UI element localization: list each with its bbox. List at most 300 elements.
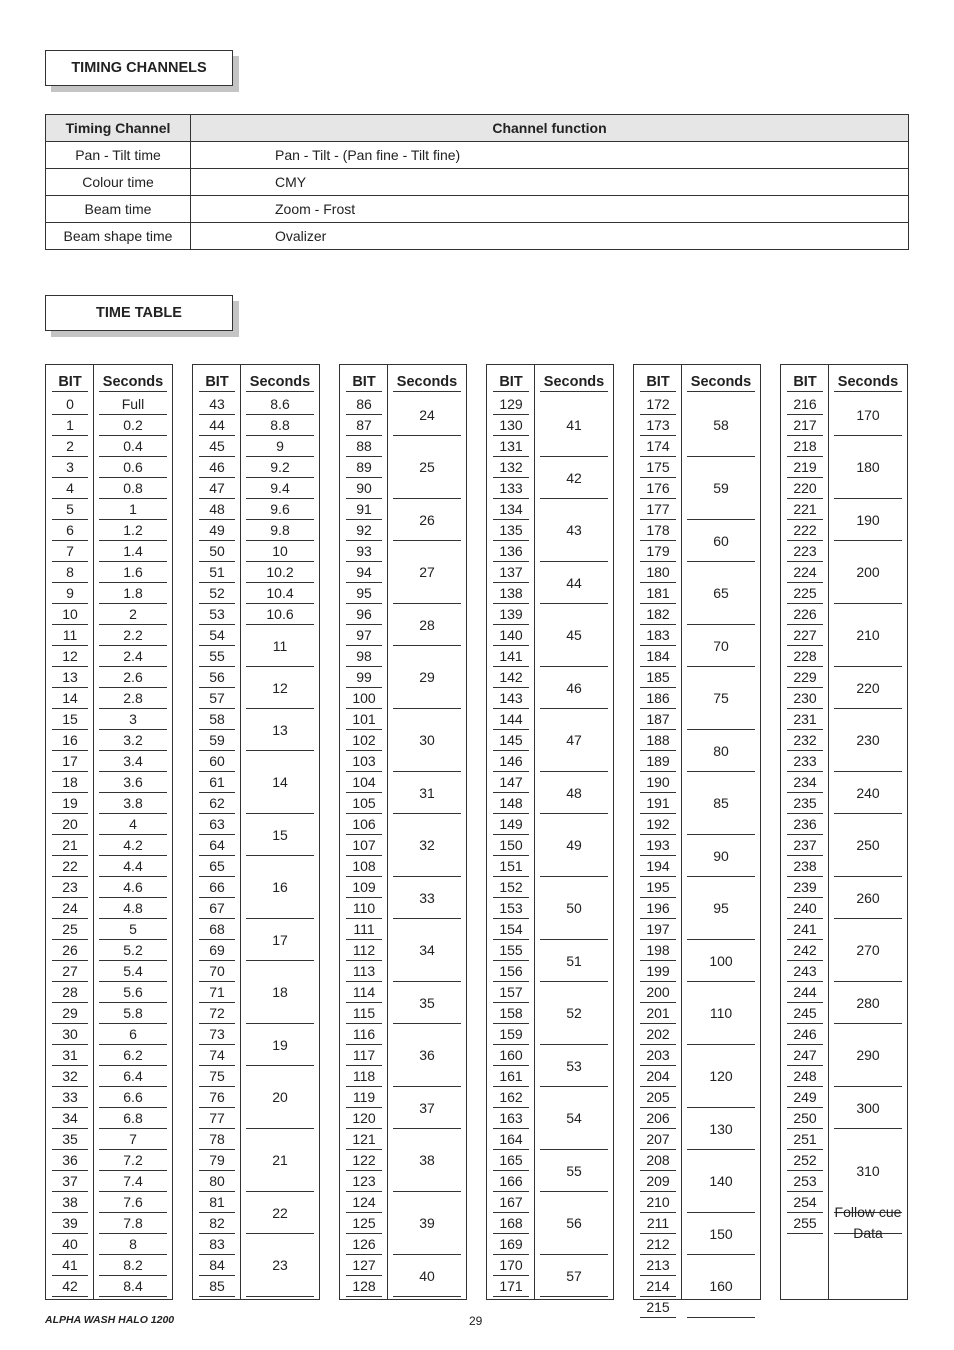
bit-cell: 190 xyxy=(640,772,676,793)
bit-cell: 189 xyxy=(640,751,676,772)
bit-cell: 41 xyxy=(52,1255,88,1276)
seconds-cell: 22 xyxy=(246,1192,314,1234)
bit-cell: 194 xyxy=(640,856,676,877)
seconds-cell: 16 xyxy=(246,856,314,919)
bit-cell: 90 xyxy=(346,478,382,499)
bit-cell: 96 xyxy=(346,604,382,625)
seconds-cell: 5 xyxy=(99,919,167,940)
timing-channels-heading-text: TIMING CHANNELS xyxy=(71,60,207,76)
bit-cell: 105 xyxy=(346,793,382,814)
bit-cell: 215 xyxy=(640,1297,676,1318)
bit-cell: 253 xyxy=(787,1171,823,1192)
table-row xyxy=(46,196,909,223)
bit-cell: 44 xyxy=(199,415,235,436)
bit-cell: 223 xyxy=(787,541,823,562)
bit-cell: 219 xyxy=(787,457,823,478)
seconds-cell: 240 xyxy=(834,772,902,814)
seconds-cell: 250 xyxy=(834,814,902,877)
seconds-cell: 23 xyxy=(246,1234,314,1297)
bit-cell: 216 xyxy=(787,394,823,415)
bit-cell: 12 xyxy=(52,646,88,667)
seconds-cell: 29 xyxy=(393,646,461,709)
bit-cell: 109 xyxy=(346,877,382,898)
bit-cell: 209 xyxy=(640,1171,676,1192)
bit-cell: 228 xyxy=(787,646,823,667)
bit-cell: 46 xyxy=(199,457,235,478)
seconds-cell: 2 xyxy=(99,604,167,625)
bit-cell: 238 xyxy=(787,856,823,877)
seconds-cell: 130 xyxy=(687,1108,755,1150)
bit-cell: 193 xyxy=(640,835,676,856)
bit-cell: 170 xyxy=(493,1255,529,1276)
bit-cell: 248 xyxy=(787,1066,823,1087)
bit-cell: 74 xyxy=(199,1045,235,1066)
bit-cell: 95 xyxy=(346,583,382,604)
timing-channels-table xyxy=(45,114,909,250)
bit-cell: 22 xyxy=(52,856,88,877)
bit-cell: 159 xyxy=(493,1024,529,1045)
seconds-cell: 24 xyxy=(393,394,461,436)
seconds-cell: 75 xyxy=(687,667,755,730)
bit-cell: 123 xyxy=(346,1171,382,1192)
bit-cell: 205 xyxy=(640,1087,676,1108)
bit-cell: 3 xyxy=(52,457,88,478)
bit-cell: 172 xyxy=(640,394,676,415)
bit-cell: 217 xyxy=(787,415,823,436)
bit-header: BIT xyxy=(787,373,823,392)
seconds-cell: 270 xyxy=(834,919,902,982)
bit-cell: 157 xyxy=(493,982,529,1003)
bit-cell: 34 xyxy=(52,1108,88,1129)
bit-header: BIT xyxy=(640,373,676,392)
bit-cell: 79 xyxy=(199,1150,235,1171)
bit-cell: 72 xyxy=(199,1003,235,1024)
bit-cell: 235 xyxy=(787,793,823,814)
seconds-cell: 53 xyxy=(540,1045,608,1087)
seconds-cell: 1.4 xyxy=(99,541,167,562)
bit-cell: 212 xyxy=(640,1234,676,1255)
bit-cell: 6 xyxy=(52,520,88,541)
seconds-cell: 70 xyxy=(687,625,755,667)
bit-cell: 158 xyxy=(493,1003,529,1024)
seconds-cell: Full xyxy=(99,394,167,415)
bit-cell: 89 xyxy=(346,457,382,478)
bit-cell: 18 xyxy=(52,772,88,793)
seconds-cell: 28 xyxy=(393,604,461,646)
bit-cell: 174 xyxy=(640,436,676,457)
bit-cell: 98 xyxy=(346,646,382,667)
bit-cell: 234 xyxy=(787,772,823,793)
seconds-header: Seconds xyxy=(246,373,314,392)
bit-cell: 128 xyxy=(346,1276,382,1297)
seconds-cell: 7.2 xyxy=(99,1150,167,1171)
bit-cell: 182 xyxy=(640,604,676,625)
bit-cell: 251 xyxy=(787,1129,823,1150)
bit-cell: 7 xyxy=(52,541,88,562)
bit-cell: 169 xyxy=(493,1234,529,1255)
bit-cell: 176 xyxy=(640,478,676,499)
seconds-cell: 32 xyxy=(393,814,461,877)
seconds-cell: 38 xyxy=(393,1129,461,1192)
seconds-cell: 9 xyxy=(246,436,314,457)
bit-cell: 208 xyxy=(640,1150,676,1171)
seconds-cell: 1.2 xyxy=(99,520,167,541)
timing-channel-cell: Colour time xyxy=(46,169,191,196)
bit-cell: 27 xyxy=(52,961,88,982)
seconds-cell: 36 xyxy=(393,1024,461,1087)
seconds-cell: 5.4 xyxy=(99,961,167,982)
bit-cell: 201 xyxy=(640,1003,676,1024)
seconds-cell: 26 xyxy=(393,499,461,541)
seconds-cell: 60 xyxy=(687,520,755,562)
seconds-cell: 46 xyxy=(540,667,608,709)
seconds-cell: 49 xyxy=(540,814,608,877)
bit-cell: 133 xyxy=(493,478,529,499)
seconds-cell: 6.6 xyxy=(99,1087,167,1108)
seconds-cell: 25 xyxy=(393,436,461,499)
bit-cell: 127 xyxy=(346,1255,382,1276)
seconds-cell: 8.6 xyxy=(246,394,314,415)
seconds-cell: 170 xyxy=(834,394,902,436)
timing-table-header-row xyxy=(46,115,909,142)
seconds-cell: 7.8 xyxy=(99,1213,167,1234)
seconds-cell: 2.8 xyxy=(99,688,167,709)
bit-cell: 224 xyxy=(787,562,823,583)
seconds-cell: 4 xyxy=(99,814,167,835)
bit-cell: 255 xyxy=(787,1213,823,1234)
bit-cell: 227 xyxy=(787,625,823,646)
bit-cell: 153 xyxy=(493,898,529,919)
seconds-cell: 34 xyxy=(393,919,461,982)
bit-header: BIT xyxy=(52,373,88,392)
bit-cell: 80 xyxy=(199,1171,235,1192)
bit-cell: 132 xyxy=(493,457,529,478)
column-divider xyxy=(240,365,241,1299)
seconds-cell: 80 xyxy=(687,730,755,772)
bit-cell: 54 xyxy=(199,625,235,646)
bit-cell: 101 xyxy=(346,709,382,730)
bit-cell: 134 xyxy=(493,499,529,520)
bit-header: BIT xyxy=(346,373,382,392)
seconds-cell: 85 xyxy=(687,772,755,835)
seconds-header: Seconds xyxy=(540,373,608,392)
bit-cell: 116 xyxy=(346,1024,382,1045)
bit-cell: 121 xyxy=(346,1129,382,1150)
bit-cell: 31 xyxy=(52,1045,88,1066)
bit-cell: 231 xyxy=(787,709,823,730)
bit-cell: 155 xyxy=(493,940,529,961)
bit-cell: 67 xyxy=(199,898,235,919)
bit-cell: 233 xyxy=(787,751,823,772)
seconds-header: Seconds xyxy=(834,373,902,392)
bit-cell: 141 xyxy=(493,646,529,667)
time-table-column xyxy=(45,364,173,1300)
bit-cell: 70 xyxy=(199,961,235,982)
bit-cell: 28 xyxy=(52,982,88,1003)
bit-cell: 145 xyxy=(493,730,529,751)
seconds-cell: 27 xyxy=(393,541,461,604)
seconds-cell: 90 xyxy=(687,835,755,877)
bit-cell: 61 xyxy=(199,772,235,793)
bit-cell: 75 xyxy=(199,1066,235,1087)
seconds-cell: 6 xyxy=(99,1024,167,1045)
bit-cell: 147 xyxy=(493,772,529,793)
seconds-cell: 3.2 xyxy=(99,730,167,751)
bit-cell: 197 xyxy=(640,919,676,940)
seconds-cell: 190 xyxy=(834,499,902,541)
seconds-cell: 230 xyxy=(834,709,902,772)
bit-cell: 19 xyxy=(52,793,88,814)
bit-cell: 45 xyxy=(199,436,235,457)
time-table-column xyxy=(486,364,614,1300)
bit-cell: 241 xyxy=(787,919,823,940)
seconds-cell: 20 xyxy=(246,1066,314,1129)
bit-cell: 162 xyxy=(493,1087,529,1108)
bit-cell: 92 xyxy=(346,520,382,541)
bit-cell: 246 xyxy=(787,1024,823,1045)
seconds-cell: 12 xyxy=(246,667,314,709)
table-row xyxy=(46,142,909,169)
bit-cell: 149 xyxy=(493,814,529,835)
seconds-cell: 19 xyxy=(246,1024,314,1066)
seconds-cell: 210 xyxy=(834,604,902,667)
bit-cell: 5 xyxy=(52,499,88,520)
seconds-cell: 150 xyxy=(687,1213,755,1255)
bit-cell: 211 xyxy=(640,1213,676,1234)
bit-cell: 154 xyxy=(493,919,529,940)
bit-cell: 85 xyxy=(199,1276,235,1297)
bit-cell: 185 xyxy=(640,667,676,688)
bit-cell: 160 xyxy=(493,1045,529,1066)
seconds-cell: 5.6 xyxy=(99,982,167,1003)
bit-cell: 140 xyxy=(493,625,529,646)
bit-cell: 207 xyxy=(640,1129,676,1150)
bit-cell: 32 xyxy=(52,1066,88,1087)
bit-cell: 188 xyxy=(640,730,676,751)
seconds-cell: 37 xyxy=(393,1087,461,1129)
seconds-cell: 7.4 xyxy=(99,1171,167,1192)
seconds-cell: 9.2 xyxy=(246,457,314,478)
bit-cell: 60 xyxy=(199,751,235,772)
bit-cell: 111 xyxy=(346,919,382,940)
bit-cell: 57 xyxy=(199,688,235,709)
bit-cell: 240 xyxy=(787,898,823,919)
seconds-cell: 290 xyxy=(834,1024,902,1087)
bit-cell: 36 xyxy=(52,1150,88,1171)
bit-cell: 62 xyxy=(199,793,235,814)
bit-cell: 129 xyxy=(493,394,529,415)
bit-cell: 180 xyxy=(640,562,676,583)
bit-cell: 83 xyxy=(199,1234,235,1255)
bit-cell: 71 xyxy=(199,982,235,1003)
bit-cell: 110 xyxy=(346,898,382,919)
bit-cell: 24 xyxy=(52,898,88,919)
bit-cell: 196 xyxy=(640,898,676,919)
seconds-cell: 55 xyxy=(540,1150,608,1192)
bit-cell: 84 xyxy=(199,1255,235,1276)
bit-cell: 17 xyxy=(52,751,88,772)
seconds-cell: 8 xyxy=(99,1234,167,1255)
bit-cell: 106 xyxy=(346,814,382,835)
bit-cell: 177 xyxy=(640,499,676,520)
seconds-cell: 310 xyxy=(834,1129,902,1213)
seconds-cell: 10 xyxy=(246,541,314,562)
seconds-cell: 6.4 xyxy=(99,1066,167,1087)
bit-cell: 191 xyxy=(640,793,676,814)
seconds-cell: 41 xyxy=(540,394,608,457)
bit-cell: 69 xyxy=(199,940,235,961)
bit-cell: 213 xyxy=(640,1255,676,1276)
seconds-cell: 54 xyxy=(540,1087,608,1150)
bit-cell: 218 xyxy=(787,436,823,457)
bit-cell: 112 xyxy=(346,940,382,961)
bit-cell: 135 xyxy=(493,520,529,541)
bit-cell: 236 xyxy=(787,814,823,835)
seconds-cell: 65 xyxy=(687,562,755,625)
timing-channel-cell: Beam time xyxy=(46,196,191,223)
bit-cell: 187 xyxy=(640,709,676,730)
bit-cell: 50 xyxy=(199,541,235,562)
time-table-heading xyxy=(45,295,233,331)
channel-function-cell: Ovalizer xyxy=(191,223,909,250)
bit-cell: 171 xyxy=(493,1276,529,1297)
bit-cell: 125 xyxy=(346,1213,382,1234)
bit-cell: 30 xyxy=(52,1024,88,1045)
seconds-cell: 180 xyxy=(834,436,902,499)
bit-cell: 200 xyxy=(640,982,676,1003)
seconds-cell: 160 xyxy=(687,1255,755,1318)
bit-cell: 148 xyxy=(493,793,529,814)
bit-cell: 56 xyxy=(199,667,235,688)
time-table-column xyxy=(192,364,320,1300)
bit-cell: 25 xyxy=(52,919,88,940)
bit-cell: 186 xyxy=(640,688,676,709)
bit-cell: 37 xyxy=(52,1171,88,1192)
time-table-column xyxy=(633,364,761,1315)
bit-cell: 0 xyxy=(52,394,88,415)
bit-cell: 173 xyxy=(640,415,676,436)
seconds-cell: 0.6 xyxy=(99,457,167,478)
bit-cell: 239 xyxy=(787,877,823,898)
seconds-cell: 42 xyxy=(540,457,608,499)
bit-cell: 136 xyxy=(493,541,529,562)
bit-cell: 49 xyxy=(199,520,235,541)
seconds-cell: 8.4 xyxy=(99,1276,167,1297)
seconds-cell: 200 xyxy=(834,541,902,604)
bit-cell: 124 xyxy=(346,1192,382,1213)
seconds-cell: 10.4 xyxy=(246,583,314,604)
bit-cell: 199 xyxy=(640,961,676,982)
bit-cell: 108 xyxy=(346,856,382,877)
bit-cell: 29 xyxy=(52,1003,88,1024)
seconds-cell: 110 xyxy=(687,982,755,1045)
bit-cell: 2 xyxy=(52,436,88,457)
bit-cell: 232 xyxy=(787,730,823,751)
bit-cell: 59 xyxy=(199,730,235,751)
seconds-cell: 9.6 xyxy=(246,499,314,520)
bit-cell: 88 xyxy=(346,436,382,457)
time-table-column xyxy=(339,364,467,1300)
seconds-cell: 1 xyxy=(99,499,167,520)
bit-cell: 202 xyxy=(640,1024,676,1045)
bit-cell: 82 xyxy=(199,1213,235,1234)
seconds-cell: 11 xyxy=(246,625,314,667)
bit-cell: 143 xyxy=(493,688,529,709)
bit-cell: 139 xyxy=(493,604,529,625)
seconds-cell: 140 xyxy=(687,1150,755,1213)
bit-cell: 73 xyxy=(199,1024,235,1045)
seconds-cell: Follow cue Data xyxy=(834,1204,902,1241)
bit-cell: 137 xyxy=(493,562,529,583)
column-divider xyxy=(534,365,535,1299)
seconds-cell: 1.8 xyxy=(99,583,167,604)
seconds-header: Seconds xyxy=(99,373,167,392)
bit-header: BIT xyxy=(199,373,235,392)
channel-function-header: Channel function xyxy=(191,115,909,142)
seconds-cell: 14 xyxy=(246,751,314,814)
seconds-cell: 33 xyxy=(393,877,461,919)
bit-cell: 179 xyxy=(640,541,676,562)
bit-cell: 118 xyxy=(346,1066,382,1087)
bit-cell: 249 xyxy=(787,1087,823,1108)
seconds-cell: 10.6 xyxy=(246,604,314,625)
seconds-cell: 280 xyxy=(834,982,902,1024)
bit-cell: 220 xyxy=(787,478,823,499)
bit-cell: 86 xyxy=(346,394,382,415)
bit-cell: 15 xyxy=(52,709,88,730)
bit-cell: 26 xyxy=(52,940,88,961)
seconds-cell: 17 xyxy=(246,919,314,961)
bit-cell: 229 xyxy=(787,667,823,688)
bit-cell: 146 xyxy=(493,751,529,772)
column-divider xyxy=(387,365,388,1299)
column-divider xyxy=(93,365,94,1299)
bit-cell: 103 xyxy=(346,751,382,772)
timing-channel-header: Timing Channel xyxy=(46,115,191,142)
bit-cell: 33 xyxy=(52,1087,88,1108)
seconds-cell: 260 xyxy=(834,877,902,919)
timing-channel-cell: Beam shape time xyxy=(46,223,191,250)
seconds-cell: 7 xyxy=(99,1129,167,1150)
bit-cell: 23 xyxy=(52,877,88,898)
bit-cell: 68 xyxy=(199,919,235,940)
seconds-header: Seconds xyxy=(687,373,755,392)
seconds-cell: 5.8 xyxy=(99,1003,167,1024)
bit-cell: 130 xyxy=(493,415,529,436)
bit-cell: 107 xyxy=(346,835,382,856)
bit-cell: 99 xyxy=(346,667,382,688)
bit-cell: 152 xyxy=(493,877,529,898)
seconds-cell: 35 xyxy=(393,982,461,1024)
seconds-cell: 7.6 xyxy=(99,1192,167,1213)
seconds-cell: 220 xyxy=(834,667,902,709)
bit-cell: 10 xyxy=(52,604,88,625)
seconds-cell: 44 xyxy=(540,562,608,604)
bit-cell: 163 xyxy=(493,1108,529,1129)
bit-cell: 252 xyxy=(787,1150,823,1171)
seconds-cell: 120 xyxy=(687,1045,755,1108)
bit-cell: 254 xyxy=(787,1192,823,1213)
seconds-cell: 0.4 xyxy=(99,436,167,457)
bit-cell: 21 xyxy=(52,835,88,856)
bit-cell: 144 xyxy=(493,709,529,730)
seconds-cell: 47 xyxy=(540,709,608,772)
bit-cell: 244 xyxy=(787,982,823,1003)
bit-cell: 51 xyxy=(199,562,235,583)
seconds-cell: 3.4 xyxy=(99,751,167,772)
bit-cell: 77 xyxy=(199,1108,235,1129)
bit-cell: 131 xyxy=(493,436,529,457)
